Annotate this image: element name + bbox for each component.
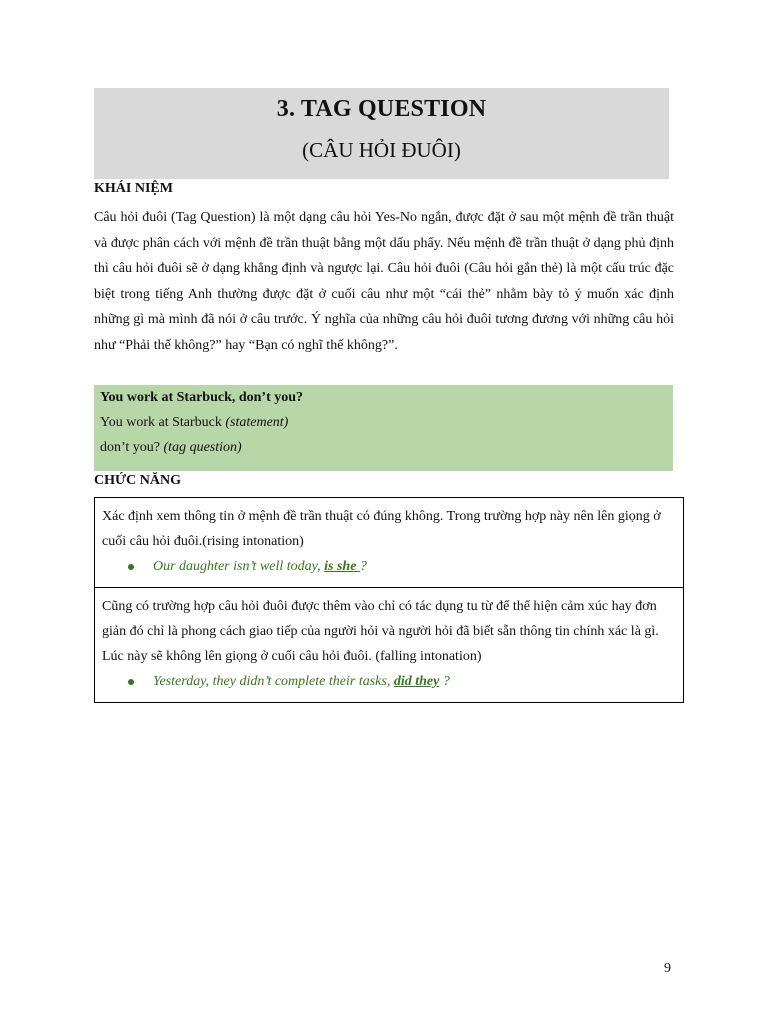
example-end: ? <box>439 674 450 689</box>
bullet-dot-icon <box>128 564 134 570</box>
title-banner <box>94 88 669 179</box>
example-statement-text: You work at Starbuck <box>100 415 226 430</box>
example-statement-line <box>100 415 288 431</box>
section-title: 3. TAG QUESTION <box>276 96 487 122</box>
table-row <box>95 588 684 703</box>
example-statement-label: (statement) <box>225 415 289 430</box>
example-bullet <box>102 669 677 694</box>
table-row <box>95 498 684 588</box>
example-bullet <box>102 554 677 579</box>
table-cell <box>95 588 684 703</box>
example-tag-phrase: did they <box>393 674 440 689</box>
example-tag-line <box>100 440 242 456</box>
example-tag-phrase: is she <box>324 559 360 574</box>
page-number: 9 <box>664 961 671 976</box>
section-subtitle: (CÂU HỎI ĐUÔI) <box>302 138 461 162</box>
concept-paragraph: Câu hỏi đuôi (Tag Question) là một dạng câu hỏi Yes-No ngắn, được đặt ở sau một mệnh đề trần thuật và được phân cách với mệnh đề trần thuật bằng một dấu phẩy. Nếu mệnh đề trần thuật ở dạng phủ định thì câu hỏi đuôi sẽ ở dạng khẳng định và ngược lại. Câu hỏi đuôi (Câu hỏi gắn thẻ) là một cấu trúc đặc biệt trong tiếng Anh thường được đặt ở cuối câu như một “cái thẻ” nhằm bày tỏ ý muốn xác định những gì mà mình đã nói ở câu trước. Ý nghĩa của những câu hỏi đuôi tương đương với những câu hỏi như “Phải thế không?” hay “Bạn có nghĩ thế không?”. <box>94 210 674 353</box>
function-description: Cũng có trường hợp câu hỏi đuôi được thêm vào chỉ có tác dụng tu từ để thể hiện cảm xúc hay đơn giản đó chỉ là phong cách giao tiếp của người hỏi và người hỏi đã biết sẵn thông tin chính xác là gì. Lúc này sẽ không lên giọng ở cuối câu hỏi đuôi. (falling intonation) <box>102 599 659 664</box>
function-table <box>94 497 684 703</box>
concept-heading: KHÁI NIỆM <box>94 181 173 196</box>
function-description: Xác định xem thông tin ở mệnh đề trần thuật có đúng không. Trong trường hợp này nên lên giọng ở cuối câu hỏi đuôi.(rising intonation) <box>102 509 661 549</box>
example-end: ? <box>359 559 367 574</box>
example-main-text: Yesterday, they didn’t complete their tasks, <box>153 674 394 689</box>
example-tag-text: don’t you? <box>100 440 164 455</box>
example-sentence: You work at Starbuck, don’t you? <box>100 390 304 405</box>
function-heading: CHỨC NĂNG <box>94 473 181 488</box>
table-cell <box>95 498 684 588</box>
example-tag-label: (tag question) <box>163 440 242 455</box>
example-main-text: Our daughter isn’t well today, <box>153 559 325 574</box>
bullet-dot-icon <box>128 679 134 685</box>
example-box <box>94 385 673 471</box>
